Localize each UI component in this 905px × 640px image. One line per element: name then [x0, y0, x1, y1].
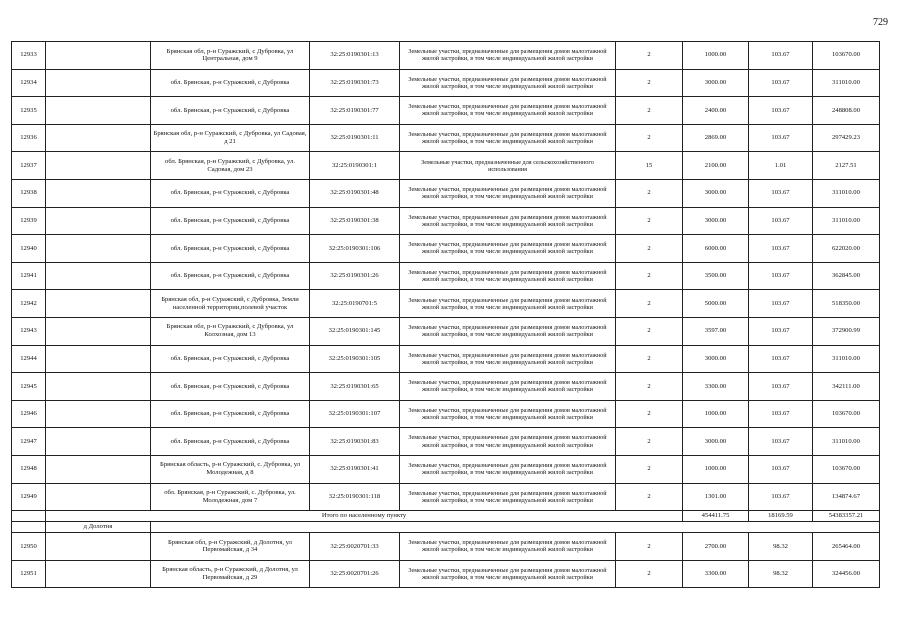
row-number-cell: 12950 — [12, 533, 46, 561]
table-row — [12, 345, 880, 373]
cadastral-value-cell: 311010.00 — [813, 207, 880, 235]
row-number-cell: 12942 — [12, 290, 46, 318]
address-cell: Брянская область, р-н Суражский, д Долотня, ул Первомайская, д 29 — [151, 560, 310, 588]
cadastral-number-cell: 32:25:0190301:26 — [310, 262, 400, 290]
cadastral-number-cell: 32:25:0190301:106 — [310, 235, 400, 263]
group-cell: 2 — [616, 42, 683, 70]
cadastral-value-cell: 372900.99 — [813, 317, 880, 345]
group-cell: 2 — [616, 207, 683, 235]
address-cell: обл. Брянская, р-н Суражский, с Дубровка — [151, 345, 310, 373]
land-use-cell: Земельные участки, предназначенные для размещения домов малоэтажной жилой застройки, в том числе индивидуальной жилой застройки — [400, 124, 616, 152]
group-cell: 2 — [616, 455, 683, 483]
table-row — [12, 290, 880, 318]
specific-value-cell: 103.67 — [749, 207, 813, 235]
address-cell: обл. Брянская, р-н Суражский, с Дубровка — [151, 235, 310, 263]
spacer-cell — [46, 400, 151, 428]
cadastral-number-cell: 32:25:0190301:41 — [310, 455, 400, 483]
specific-value-cell: 103.67 — [749, 400, 813, 428]
address-cell: обл. Брянская, р-н Суражский, с Дубровка — [151, 262, 310, 290]
table-body — [12, 42, 880, 588]
cadastral-number-cell: 32:25:0190301:105 — [310, 345, 400, 373]
cadastral-value-cell: 134874.67 — [813, 483, 880, 511]
cadastral-number-cell: 32:25:0190301:73 — [310, 69, 400, 97]
area-cell: 1301.00 — [683, 483, 749, 511]
group-cell: 2 — [616, 235, 683, 263]
land-use-cell: Земельные участки, предназначенные для размещения домов малоэтажной жилой застройки, в том числе индивидуальной жилой застройки — [400, 533, 616, 561]
area-cell: 3597.00 — [683, 317, 749, 345]
address-cell: Брянская обл, р-н Суражский, с Дубровка, ул Колхозная, дом 13 — [151, 317, 310, 345]
address-cell: Брянская область, р-н Суражский, с. Дубровка, ул Молодежная, д 8 — [151, 455, 310, 483]
cadastral-number-cell: 32:25:0190301:145 — [310, 317, 400, 345]
address-cell: Брянская обл, р-н Суражский, с Дубровка, ул Центральная, дом 9 — [151, 42, 310, 70]
spacer-cell — [46, 179, 151, 207]
spacer-cell — [46, 428, 151, 456]
specific-value-cell: 103.67 — [749, 428, 813, 456]
specific-value-cell: 103.67 — [749, 373, 813, 401]
specific-value-cell: 103.67 — [749, 317, 813, 345]
land-use-cell: Земельные участки, предназначенные для размещения домов малоэтажной жилой застройки, в том числе индивидуальной жилой застройки — [400, 317, 616, 345]
total-rate-cell: 18169.59 — [749, 511, 813, 522]
table-row — [12, 455, 880, 483]
row-number-cell — [12, 522, 46, 533]
group-cell: 2 — [616, 290, 683, 318]
spacer-cell — [46, 42, 151, 70]
row-number-cell: 12933 — [12, 42, 46, 70]
total-value-cell: 54383357.21 — [813, 511, 880, 522]
spacer-cell — [46, 317, 151, 345]
land-use-cell: Земельные участки, предназначенные для размещения домов малоэтажной жилой застройки, в том числе индивидуальной жилой застройки — [400, 207, 616, 235]
table-row — [12, 262, 880, 290]
land-use-cell: Земельные участки, предназначенные для размещения домов малоэтажной жилой застройки, в том числе индивидуальной жилой застройки — [400, 345, 616, 373]
group-cell: 2 — [616, 428, 683, 456]
specific-value-cell: 1.01 — [749, 152, 813, 180]
table-row — [12, 179, 880, 207]
land-use-cell: Земельные участки, предназначенные для размещения домов малоэтажной жилой застройки, в том числе индивидуальной жилой застройки — [400, 455, 616, 483]
spacer-cell — [46, 483, 151, 511]
cadastral-number-cell: 32:25:0020701:33 — [310, 533, 400, 561]
row-number-cell: 12943 — [12, 317, 46, 345]
table-row — [12, 207, 880, 235]
specific-value-cell: 103.67 — [749, 455, 813, 483]
area-cell: 2100.00 — [683, 152, 749, 180]
spacer-cell — [46, 373, 151, 401]
group-cell: 2 — [616, 317, 683, 345]
table-row — [12, 428, 880, 456]
spacer-cell — [46, 235, 151, 263]
address-cell: обл. Брянская, р-н Суражский, с Дубровка — [151, 207, 310, 235]
row-number-cell: 12938 — [12, 179, 46, 207]
cadastral-value-table — [11, 41, 880, 588]
specific-value-cell: 98.32 — [749, 533, 813, 561]
land-use-cell: Земельные участки, предназначенные для размещения домов малоэтажной жилой застройки, в том числе индивидуальной жилой застройки — [400, 262, 616, 290]
area-cell: 2869.00 — [683, 124, 749, 152]
row-number-cell: 12934 — [12, 69, 46, 97]
cadastral-value-cell: 103670.00 — [813, 400, 880, 428]
area-cell: 3000.00 — [683, 69, 749, 97]
row-number-cell: 12946 — [12, 400, 46, 428]
land-use-cell: Земельные участки, предназначенные для размещения домов малоэтажной жилой застройки, в том числе индивидуальной жилой застройки — [400, 42, 616, 70]
row-number-cell: 12941 — [12, 262, 46, 290]
spacer-cell — [46, 560, 151, 588]
group-cell: 15 — [616, 152, 683, 180]
settlement-name-cell: д Долотня — [46, 522, 151, 533]
row-number-cell: 12940 — [12, 235, 46, 263]
cadastral-value-cell: 248808.00 — [813, 97, 880, 125]
cadastral-value-cell: 342111.00 — [813, 373, 880, 401]
row-number-cell: 12935 — [12, 97, 46, 125]
table-row — [12, 69, 880, 97]
table-row — [12, 373, 880, 401]
area-cell: 3000.00 — [683, 428, 749, 456]
cadastral-value-cell: 622020.00 — [813, 235, 880, 263]
cadastral-value-cell: 311010.00 — [813, 69, 880, 97]
area-cell: 3300.00 — [683, 373, 749, 401]
table-row — [12, 235, 880, 263]
land-use-cell: Земельные участки, предназначенные для размещения домов малоэтажной жилой застройки, в том числе индивидуальной жилой застройки — [400, 560, 616, 588]
specific-value-cell: 103.67 — [749, 345, 813, 373]
table-row — [12, 533, 880, 561]
specific-value-cell: 103.67 — [749, 235, 813, 263]
cadastral-value-cell: 2127.51 — [813, 152, 880, 180]
page-number: 729 — [873, 17, 888, 28]
address-cell: обл. Брянская, р-н Суражский, с Дубровка — [151, 400, 310, 428]
specific-value-cell: 103.67 — [749, 124, 813, 152]
row-number-cell: 12937 — [12, 152, 46, 180]
group-cell: 2 — [616, 69, 683, 97]
spacer-cell — [46, 207, 151, 235]
spacer-cell — [46, 533, 151, 561]
area-cell: 2400.00 — [683, 97, 749, 125]
cadastral-value-cell: 518350.00 — [813, 290, 880, 318]
table-row — [12, 97, 880, 125]
address-cell: Брянская обл, р-н Суражский, д Долотня, ул Первомайская, д 34 — [151, 533, 310, 561]
area-cell: 3000.00 — [683, 207, 749, 235]
cadastral-number-cell: 32:25:0190301:107 — [310, 400, 400, 428]
address-cell: обл. Брянская, р-н Суражский, с. Дубровка, ул. Молодежная, дом 7 — [151, 483, 310, 511]
group-cell: 2 — [616, 533, 683, 561]
address-cell: обл. Брянская, р-н Суражский, с Дубровка — [151, 428, 310, 456]
cadastral-value-cell: 324456.00 — [813, 560, 880, 588]
cadastral-value-cell: 362845.00 — [813, 262, 880, 290]
address-cell: обл. Брянская, р-н Суражский, с Дубровка — [151, 373, 310, 401]
cadastral-value-cell: 103670.00 — [813, 455, 880, 483]
row-number-cell — [12, 511, 46, 522]
total-area-cell: 454411.75 — [683, 511, 749, 522]
cadastral-value-cell: 103670.00 — [813, 42, 880, 70]
table-row — [12, 124, 880, 152]
cadastral-number-cell: 32:25:0190301:11 — [310, 124, 400, 152]
table-row — [12, 317, 880, 345]
spacer-cell — [46, 262, 151, 290]
land-use-cell: Земельные участки, предназначенные для размещения домов малоэтажной жилой застройки, в том числе индивидуальной жилой застройки — [400, 373, 616, 401]
cadastral-number-cell: 32:25:0190301:38 — [310, 207, 400, 235]
table-row — [12, 483, 880, 511]
specific-value-cell: 103.67 — [749, 69, 813, 97]
group-cell: 2 — [616, 97, 683, 125]
land-use-cell: Земельные участки, предназначенные для размещения домов малоэтажной жилой застройки, в том числе индивидуальной жилой застройки — [400, 235, 616, 263]
table-row — [12, 152, 880, 180]
group-cell: 2 — [616, 345, 683, 373]
cadastral-value-cell: 311010.00 — [813, 428, 880, 456]
land-use-cell: Земельные участки, предназначенные для размещения домов малоэтажной жилой застройки, в том числе индивидуальной жилой застройки — [400, 400, 616, 428]
address-cell: обл. Брянская, р-н Суражский, с Дубровка — [151, 69, 310, 97]
cadastral-value-cell: 297429.23 — [813, 124, 880, 152]
cadastral-number-cell: 32:25:0190701:5 — [310, 290, 400, 318]
specific-value-cell: 98.32 — [749, 560, 813, 588]
row-number-cell: 12951 — [12, 560, 46, 588]
cadastral-number-cell: 32:25:0190301:1 — [310, 152, 400, 180]
spacer-cell — [46, 290, 151, 318]
spacer-cell — [46, 152, 151, 180]
spacer-cell — [46, 97, 151, 125]
area-cell: 3500.00 — [683, 262, 749, 290]
cadastral-number-cell: 32:25:0190301:65 — [310, 373, 400, 401]
group-cell: 2 — [616, 179, 683, 207]
row-number-cell: 12945 — [12, 373, 46, 401]
group-cell: 2 — [616, 124, 683, 152]
specific-value-cell: 103.67 — [749, 483, 813, 511]
land-use-cell: Земельные участки, предназначенные для размещения домов малоэтажной жилой застройки, в том числе индивидуальной жилой застройки — [400, 69, 616, 97]
area-cell: 1000.00 — [683, 455, 749, 483]
area-cell: 3000.00 — [683, 179, 749, 207]
spacer-cell — [46, 345, 151, 373]
table-row — [12, 560, 880, 588]
area-cell: 2700.00 — [683, 533, 749, 561]
total-row — [12, 511, 880, 522]
group-cell: 2 — [616, 483, 683, 511]
land-use-cell: Земельные участки, предназначенные для размещения домов малоэтажной жилой застройки, в том числе индивидуальной жилой застройки — [400, 290, 616, 318]
settlement-row — [12, 522, 880, 533]
empty-cell — [151, 522, 880, 533]
area-cell: 5000.00 — [683, 290, 749, 318]
area-cell: 3000.00 — [683, 345, 749, 373]
spacer-cell — [46, 455, 151, 483]
cadastral-number-cell: 32:25:0020701:26 — [310, 560, 400, 588]
land-use-cell: Земельные участки, предназначенные для размещения домов малоэтажной жилой застройки, в том числе индивидуальной жилой застройки — [400, 97, 616, 125]
spacer-cell — [46, 69, 151, 97]
row-number-cell: 12944 — [12, 345, 46, 373]
group-cell: 2 — [616, 400, 683, 428]
area-cell: 1000.00 — [683, 42, 749, 70]
cadastral-value-cell: 265464.00 — [813, 533, 880, 561]
cadastral-value-cell: 311010.00 — [813, 179, 880, 207]
group-cell: 2 — [616, 262, 683, 290]
cadastral-number-cell: 32:25:0190301:77 — [310, 97, 400, 125]
row-number-cell: 12939 — [12, 207, 46, 235]
row-number-cell: 12949 — [12, 483, 46, 511]
total-label-cell: Итого по населенному пункту — [46, 511, 683, 522]
land-use-cell: Земельные участки, предназначенные для сельскохозяйственного использования — [400, 152, 616, 180]
specific-value-cell: 103.67 — [749, 179, 813, 207]
area-cell: 6000.00 — [683, 235, 749, 263]
land-use-cell: Земельные участки, предназначенные для размещения домов малоэтажной жилой застройки, в том числе индивидуальной жилой застройки — [400, 179, 616, 207]
table-row — [12, 400, 880, 428]
table-row — [12, 42, 880, 70]
row-number-cell: 12948 — [12, 455, 46, 483]
specific-value-cell: 103.67 — [749, 290, 813, 318]
address-cell: Брянская обл, р-н Суражский, с Дубровка, ул Садовая, д 21 — [151, 124, 310, 152]
cadastral-number-cell: 32:25:0190301:83 — [310, 428, 400, 456]
land-use-cell: Земельные участки, предназначенные для размещения домов малоэтажной жилой застройки, в том числе индивидуальной жилой застройки — [400, 428, 616, 456]
specific-value-cell: 103.67 — [749, 42, 813, 70]
area-cell: 1000.00 — [683, 400, 749, 428]
address-cell: обл. Брянская, р-н Суражский, с Дубровка, ул. Садовая, дом 23 — [151, 152, 310, 180]
area-cell: 3300.00 — [683, 560, 749, 588]
cadastral-number-cell: 32:25:0190301:48 — [310, 179, 400, 207]
address-cell: обл. Брянская, р-н Суражский, с Дубровка — [151, 179, 310, 207]
group-cell: 2 — [616, 373, 683, 401]
cadastral-value-cell: 311010.00 — [813, 345, 880, 373]
row-number-cell: 12936 — [12, 124, 46, 152]
group-cell: 2 — [616, 560, 683, 588]
specific-value-cell: 103.67 — [749, 97, 813, 125]
spacer-cell — [46, 124, 151, 152]
cadastral-number-cell: 32:25:0190301:118 — [310, 483, 400, 511]
row-number-cell: 12947 — [12, 428, 46, 456]
address-cell: Брянская обл, р-н Суражский, с Дубровка, Земли населенной территории,полевой участок — [151, 290, 310, 318]
land-use-cell: Земельные участки, предназначенные для размещения домов малоэтажной жилой застройки, в том числе индивидуальной жилой застройки — [400, 483, 616, 511]
specific-value-cell: 103.67 — [749, 262, 813, 290]
address-cell: обл. Брянская, р-н Суражский, с Дубровка — [151, 97, 310, 125]
cadastral-number-cell: 32:25:0190301:13 — [310, 42, 400, 70]
